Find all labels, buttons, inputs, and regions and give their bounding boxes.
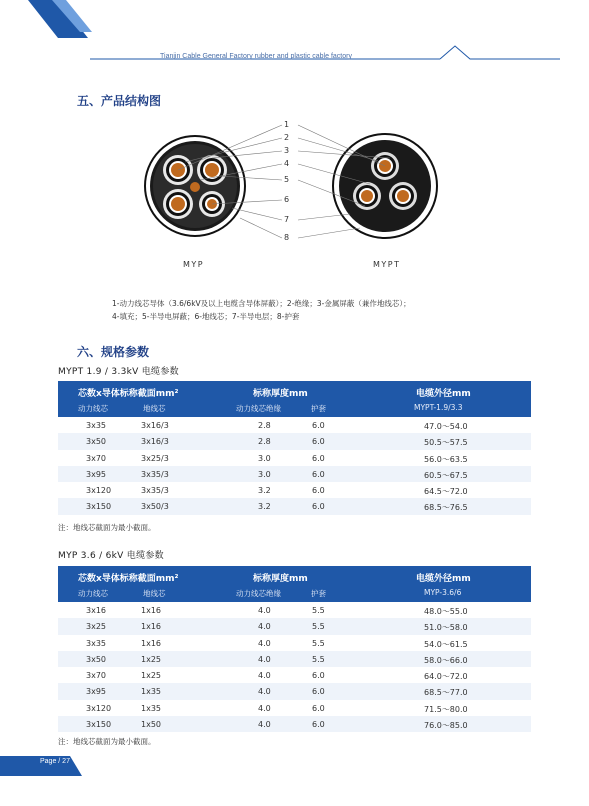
table-cell: 76.0～85.0 <box>424 721 468 731</box>
th-model: MYP-3.6/6 <box>424 588 462 597</box>
table-cell: 3x35/3 <box>141 469 169 479</box>
table-cell: 48.0～55.0 <box>424 607 468 616</box>
table-row <box>58 602 531 618</box>
label-7: 7 <box>284 215 291 224</box>
th-group-diameter: 电缆外径mm <box>416 574 471 584</box>
table-cell: 4.0 <box>258 687 271 697</box>
table-row <box>58 635 531 651</box>
table-cell: 3.2 <box>258 502 271 512</box>
table-cell: 5.5 <box>312 622 325 632</box>
structure-legend <box>112 297 411 323</box>
table-cell: 6.0 <box>312 486 325 496</box>
table-cell: 1x25 <box>141 671 162 681</box>
table-cell: 4.0 <box>258 606 271 615</box>
table-cell: 3.2 <box>258 486 271 496</box>
table-cell: 2.8 <box>258 421 271 430</box>
table-cell: 1x35 <box>141 703 162 713</box>
table-cell: 3x70 <box>86 671 107 681</box>
section-title-specs: 六、规格参数 <box>77 345 150 359</box>
th-power-core: 动力线芯 <box>78 589 108 598</box>
table-cell: 3x70 <box>86 453 107 463</box>
table-cell: 1x16 <box>141 638 162 648</box>
table-cell: 3x35 <box>86 421 107 430</box>
table-row <box>58 417 531 433</box>
table-cell: 3x50 <box>86 654 107 664</box>
table-cell: 64.0～72.0 <box>424 672 468 682</box>
th-group-size: 芯数x导体标称截面mm² <box>78 389 179 399</box>
th-insulation: 动力线芯绝缘 <box>236 589 281 598</box>
page-number: Page / 27 <box>40 758 70 765</box>
table-cell: 68.5～76.5 <box>424 503 468 513</box>
table-cell: 6.0 <box>312 453 325 463</box>
th-power-core: 动力线芯 <box>78 404 108 413</box>
table-cell: 1x50 <box>141 720 162 730</box>
table-cell: 54.0～61.5 <box>424 639 468 649</box>
caption-mypt: MYPT <box>373 260 401 269</box>
th-group-thickness: 标称厚度mm <box>253 574 308 584</box>
legend-line-1: 1-动力线芯导体（3.6/6kV及以上电缆含导体屏蔽）；2-绝缘；3-金属屏蔽（兼作地线芯）； <box>112 299 411 308</box>
table-cell: 1x16 <box>141 606 162 615</box>
table-cell: 1x16 <box>141 622 162 632</box>
table-cell: 68.5～77.0 <box>424 688 468 698</box>
table-cell: 4.0 <box>258 703 271 713</box>
table-cell: 64.5～72.0 <box>424 487 468 497</box>
label-6: 6 <box>284 195 291 204</box>
table-cell: 56.0～63.5 <box>424 454 468 464</box>
table-cell: 6.0 <box>312 469 325 479</box>
table2-title: MYP 3.6 / 6kV 电缆参数 <box>58 551 164 561</box>
th-group-thickness: 标称厚度mm <box>253 389 308 399</box>
table-cell: 3x95 <box>86 687 107 697</box>
table-cell: 60.5～67.5 <box>424 470 468 480</box>
table-row <box>58 498 531 514</box>
table-cell: 3x16 <box>86 606 107 615</box>
table-cell: 6.0 <box>312 671 325 681</box>
table-cell: 6.0 <box>312 687 325 697</box>
table-row <box>58 700 531 716</box>
table-cell: 6.0 <box>312 421 325 430</box>
table-row <box>58 683 531 699</box>
table1-header <box>58 381 531 417</box>
table-cell: 6.0 <box>312 720 325 730</box>
table-cell: 3x35 <box>86 638 107 648</box>
table-cell: 4.0 <box>258 654 271 664</box>
table1-title: MYPT 1.9 / 3.3kV 电缆参数 <box>58 367 179 377</box>
th-insulation: 动力线芯绝缘 <box>236 404 281 413</box>
caption-myp: MYP <box>183 260 205 269</box>
table-cell: 4.0 <box>258 638 271 648</box>
table-cell: 6.0 <box>312 437 325 447</box>
table-cell: 1x25 <box>141 654 162 664</box>
table-row <box>58 433 531 449</box>
table-cell: 4.0 <box>258 671 271 681</box>
table-row <box>58 482 531 498</box>
label-8: 8 <box>284 233 291 242</box>
table2-body <box>58 602 531 732</box>
table-cell: 3x50/3 <box>141 502 169 512</box>
table-cell: 3x16/3 <box>141 437 169 447</box>
table-cell: 4.0 <box>258 622 271 632</box>
table-cell: 3x120 <box>86 486 112 496</box>
table-cell: 2.8 <box>258 437 271 447</box>
table-row <box>58 716 531 732</box>
table2 <box>58 566 531 732</box>
legend-line-2: 4-填充；5-半导电屏蔽；6-地线芯；7-半导电层；8-护套 <box>112 312 300 321</box>
label-4: 4 <box>284 159 291 168</box>
section-title-structure: 五、产品结构图 <box>77 94 162 108</box>
th-model: MYPT-1.9/3.3 <box>414 403 463 412</box>
th-ground-core: 地线芯 <box>143 404 166 413</box>
table-cell: 3x150 <box>86 720 112 730</box>
table-row <box>58 450 531 466</box>
label-2: 2 <box>284 133 291 142</box>
th-group-diameter: 电缆外径mm <box>416 389 471 399</box>
label-1: 1 <box>284 120 291 129</box>
table-row <box>58 651 531 667</box>
header-text: Tianjin Cable General Factory rubber and plastic cable factory <box>160 53 352 60</box>
table-cell: 3x35/3 <box>141 486 169 496</box>
th-sheath: 护套 <box>311 404 326 413</box>
label-5: 5 <box>284 175 291 184</box>
table-cell: 50.5～57.5 <box>424 438 468 448</box>
table-cell: 51.0～58.0 <box>424 623 468 633</box>
table-cell: 6.0 <box>312 703 325 713</box>
table-cell: 3x25/3 <box>141 453 169 463</box>
mypt-cross-section <box>333 134 437 238</box>
table-cell: 1x35 <box>141 687 162 697</box>
corner-decoration <box>0 0 110 45</box>
table-cell: 71.5～80.0 <box>424 704 468 714</box>
table-cell: 4.0 <box>258 720 271 730</box>
table-cell: 3x150 <box>86 502 112 512</box>
label-3: 3 <box>284 146 291 155</box>
table-row <box>58 667 531 683</box>
th-sheath: 护套 <box>311 589 326 598</box>
table-cell: 3x120 <box>86 703 112 713</box>
table1 <box>58 381 531 515</box>
table-row <box>58 618 531 634</box>
table-cell: 3x95 <box>86 469 107 479</box>
table-cell: 6.0 <box>312 502 325 512</box>
table-cell: 3.0 <box>258 453 271 463</box>
table2-header <box>58 566 531 602</box>
table-cell: 3.0 <box>258 469 271 479</box>
th-group-size: 芯数x导体标称截面mm² <box>78 574 179 584</box>
table-cell: 5.5 <box>312 606 325 615</box>
table-cell: 3x25 <box>86 622 107 632</box>
th-ground-core: 地线芯 <box>143 589 166 598</box>
table-cell: 5.5 <box>312 638 325 648</box>
table2-note: 注：地线芯截面为最小截面。 <box>58 737 156 746</box>
table-cell: 3x50 <box>86 437 107 447</box>
table1-note: 注：地线芯截面为最小截面。 <box>58 523 156 532</box>
table-cell: 58.0～66.0 <box>424 655 468 665</box>
table-row <box>58 466 531 482</box>
table1-body <box>58 417 531 515</box>
table-cell: 47.0～54.0 <box>424 422 468 431</box>
table-cell: 5.5 <box>312 654 325 664</box>
table-cell: 3x16/3 <box>141 421 169 430</box>
